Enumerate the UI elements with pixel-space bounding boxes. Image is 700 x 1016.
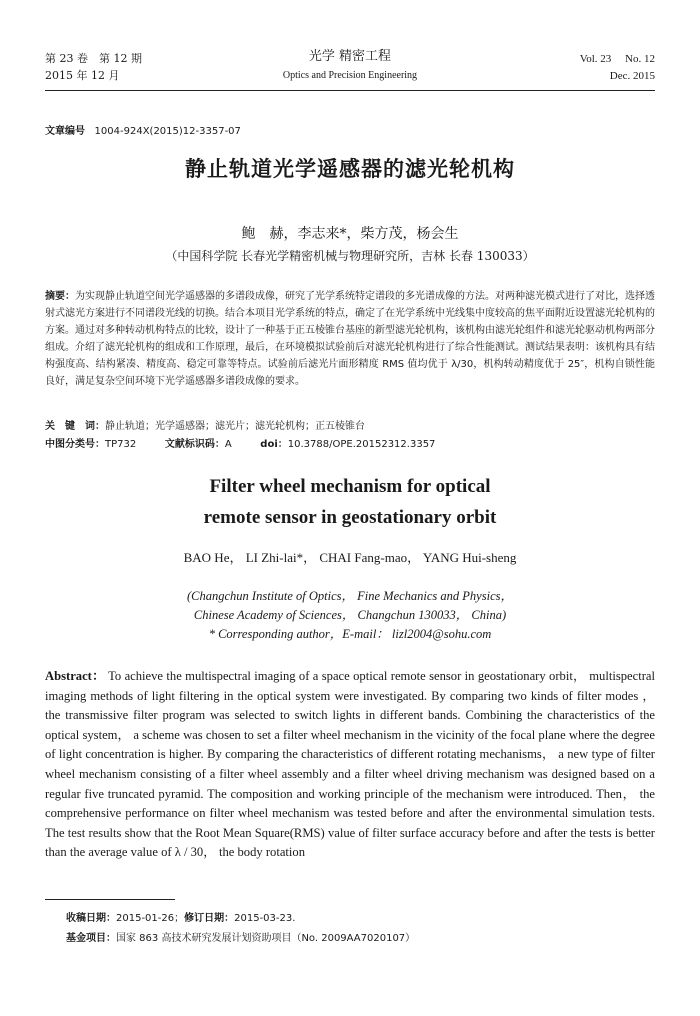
doc-code-value: A: [224, 439, 232, 450]
affiliation-en-line3: * Corresponding author，E-mail： lizl2004@sohu.com: [208, 627, 492, 641]
classification: [45, 436, 655, 453]
title-en-line1: Filter wheel mechanism for optical: [209, 476, 491, 497]
header-journal-cn: 光学 精密工程: [308, 49, 392, 64]
abstract-en-label: Abstract：: [45, 669, 105, 683]
abstract-en-text: To achieve the multispectral imaging of a space optical remote sensor in geostationary orbit， multispectral imaging methods of light filtering in the optical system were investigated. By comparing two kinds of filter modes ， the transmissive filter program was selected to switch lights in different bands. Combining the characteristics of the optical system， a scheme was chosen to set a filter wheel mechanism in the vicinity of the focal plane where the degree of light concentration is higher. By comparing the characteristics of different rotating mechanisms， a new type of filter wheel mechanism consisting of a filter wheel assembly and a filter wheel driving mechanism was designed based on a regular five truncated pyramid. The composition and working principle of the mechanism were introduced. Then， the comprehensive performance on filter wheel mechanism was tested before and after the environmental simulation tests. The test results show that the Root Mean Square(RMS) value of filter surface accuracy before and after the tests is better than the average value of λ / 30， the body rotation: [45, 669, 656, 860]
revised-value: 2015-03-23.: [234, 913, 296, 924]
article-number: [45, 122, 241, 137]
header-journal-en: Optics and Precision Engineering: [282, 70, 418, 81]
article-number-value: 1004-924X(2015)12-3357-07: [94, 126, 241, 137]
revised-label: 修订日期：: [184, 913, 235, 924]
header-date-en: Dec. 2015: [609, 70, 655, 82]
keywords-cn: [45, 418, 655, 435]
clc-value: TP732: [105, 439, 137, 450]
footnote-rule: [45, 899, 175, 900]
header-volume-cn: 第 23 卷 第 12 期: [45, 52, 142, 65]
authors-cn: 鲍 赫，李志来*，柴方茂，杨会生: [241, 226, 459, 242]
received-value: 2015-01-26；: [116, 913, 185, 924]
affiliation-cn: （中国科学院 长春光学精密机械与物理研究所，吉林 长春 130033）: [165, 249, 535, 263]
affiliation-en-line1: (Changchun Institute of Optics， Fine Mechanics and Physics，: [187, 589, 513, 603]
received-label: 收稿日期：: [66, 913, 116, 924]
article-number-label: 文章编号: [45, 126, 85, 137]
title-en: [45, 473, 655, 531]
footnote-fund: [66, 930, 415, 948]
title-cn: 静止轨道光学遥感器的滤光轮机构: [185, 157, 515, 181]
header-volume-en: Vol. 23 No. 12: [579, 53, 655, 65]
fund-label: 基金项目：: [66, 933, 116, 944]
footnote-dates: [66, 910, 295, 928]
clc-label: 中图分类号：: [45, 439, 105, 450]
affiliation-en-line2: Chinese Academy of Sciences， Changchun 130033， China): [193, 608, 507, 622]
keywords-cn-text: 静止轨道；光学遥感器；滤光片；滤光轮机构；正五棱锥台: [105, 421, 365, 432]
authors-en: BAO He， LI Zhi-lai*， CHAI Fang-mao， YANG Hui-sheng: [183, 550, 517, 565]
doi-label: doi：: [260, 439, 288, 450]
abstract-en: [45, 667, 655, 863]
header-date-cn: 2015 年 12 月: [45, 69, 120, 82]
title-en-line2: remote sensor in geostationary orbit: [203, 507, 497, 528]
doc-code-label: 文献标识码：: [164, 439, 225, 450]
keywords-cn-label: 关 键 词：: [45, 421, 105, 432]
fund-value: 国家 863 高技术研究发展计划资助项目（No. 2009AA7020107）: [116, 933, 416, 944]
abstract-cn-label: 摘要：: [45, 291, 75, 302]
abstract-cn: [45, 288, 655, 390]
abstract-cn-text: 为实现静止轨道空间光学遥感器的多谱段成像，研究了光学系统特定谱段的多光谱成像的方法。对两种滤光模式进行了对比，选择透射式滤光方案进行不同谱段光线的切换。结合本项目光学系统的特点，确定了在光学系统中光线集中度较高的焦平面附近设置滤光轮机构的方案。通过对多种转动机构特点的比较，设计了一种基于正五棱锥台基座的新型滤光轮机构，该机构由滤光轮组件和滤光轮驱动机构两部分组成。介绍了滤光轮机构的组成和工作原理，最后，在环境模拟试验前后对滤光轮机构进行了综合性能测试。测试结果表明：该机构具有结构强度高、结构紧凑、精度高、稳定可靠等特点。试验前后滤光片面形精度 RMS 值均优于 λ/30，机构转动精度优于 25″，机构自锁性能良好，满足复杂空间环境下光学遥感器多谱段成像的要求。: [45, 291, 655, 387]
affiliation-en: [45, 587, 655, 644]
header-rule: [45, 90, 655, 91]
doi-value: 10.3788/OPE.20152312.3357: [287, 439, 436, 450]
